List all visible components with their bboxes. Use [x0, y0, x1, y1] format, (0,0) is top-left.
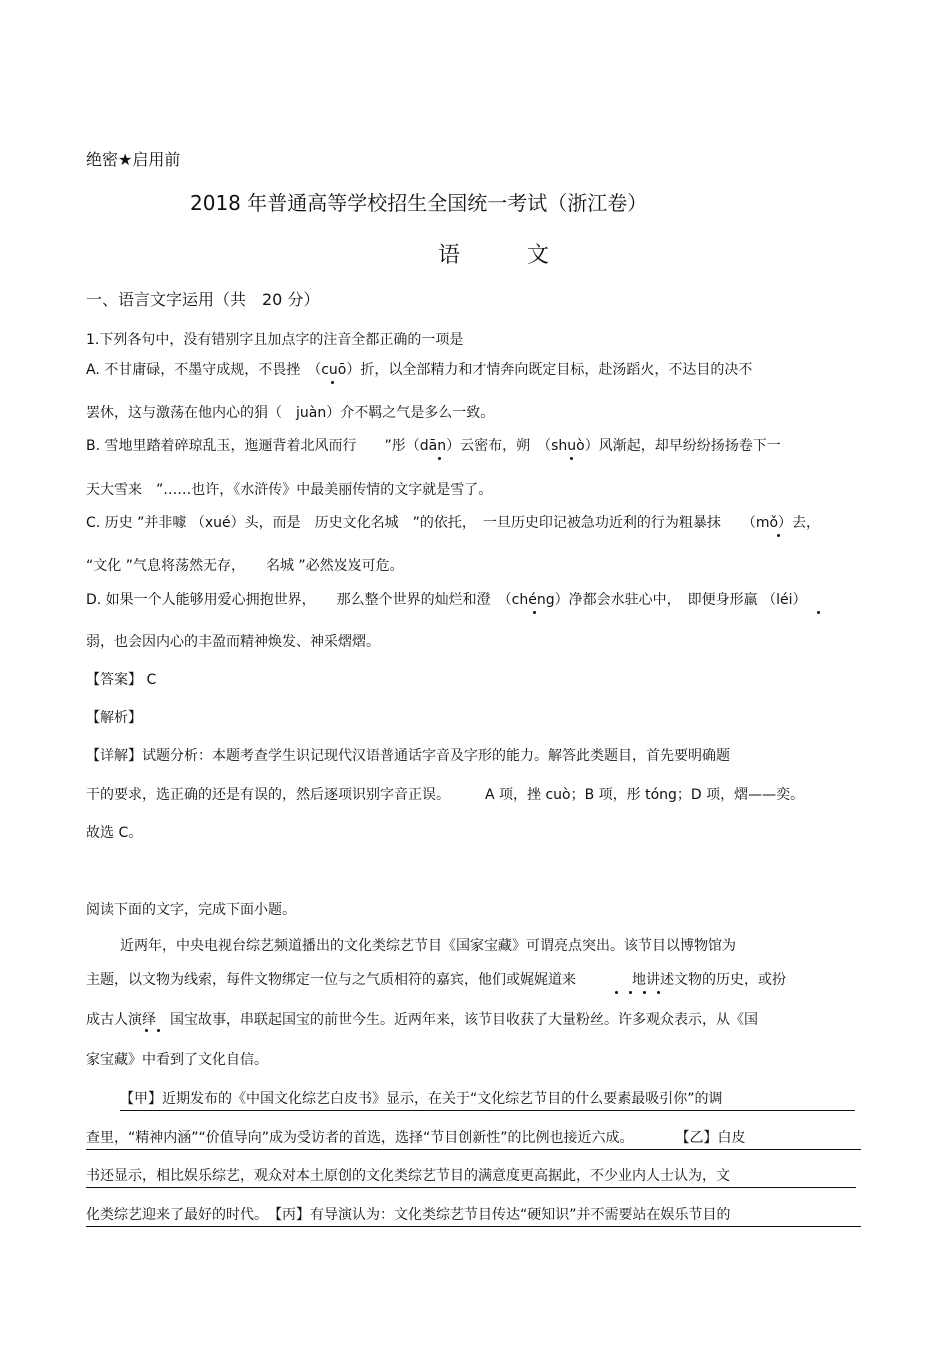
emphasis-dot: [533, 611, 536, 614]
emphasis-dot: [438, 457, 441, 460]
passage-line: 主题，以文物为线索，每件文物绑定一位与之气质相符的嘉宾，他们或娓娓道来 地讲述文物的历史，或扮: [86, 972, 786, 988]
answer-label: 【答案】 C: [86, 672, 157, 688]
emphasis-dot: [331, 381, 334, 384]
emphasis-dot: [629, 991, 632, 994]
analysis-label: 【解析】: [86, 710, 142, 726]
exam-title: 2018 年普通高等学校招生全国统一考试（浙江卷）: [190, 191, 648, 215]
underlined-line: 查里，“精神内涵”“价值导向”成为受访者的首选，选择“节目创新性”的比例也接近六成。 【乙】白皮: [86, 1128, 861, 1150]
emphasis-dot: [615, 991, 618, 994]
underlined-line: 【甲】近期发布的《中国文化综艺白皮书》显示，在关于“文化综艺节目的什么要素最吸引你”的调: [120, 1089, 855, 1111]
option-a-line-1: A. 不甘庸碌，不墨守成规，不畏挫 （cuō）折，以全部精力和才情奔向既定目标，赴汤蹈火，不达目的决不: [86, 362, 753, 378]
emphasis-dot: [145, 1029, 148, 1032]
emphasis-dot: [570, 457, 573, 460]
subject-title: 语 文: [438, 243, 579, 268]
classified-label: 绝密★启用前: [86, 150, 181, 169]
option-c-line-1: C. 历史 ”并非噱 （xué）头，而是 历史文化名城 ”的依托， 一旦历史印记被急功近利的行为粗暴抹 （mǒ）去，: [86, 515, 821, 531]
detail-line-2: 干的要求，选正确的还是有误的，然后逐项识别字音正误。 A 项，挫 cuò；B 项，彤 tóng；D 项，熠——奕。: [86, 787, 805, 803]
emphasis-dot: [817, 611, 820, 614]
option-c-line-2: “文化 ”气息将荡然无存， 名城 ”必然岌岌可危。: [86, 558, 404, 574]
emphasis-dot: [777, 534, 780, 537]
emphasis-dot: [657, 991, 660, 994]
emphasis-dot: [643, 991, 646, 994]
option-b-line-2: 天大雪来 ”……也许，《水浒传》中最美丽传情的文字就是雪了。: [86, 482, 493, 498]
option-b-line-1: B. 雪地里踏着碎琼乱玉，迤逦背着北风而行 ”彤（dān）云密布，朔 （shuò）风渐起，却早纷纷扬扬卷下一: [86, 438, 781, 454]
option-a-line-2: 罢休，这与激荡在他内心的狷（ juàn）介不羁之气是多么一致。: [86, 405, 495, 421]
passage-line: 近两年，中央电视台综艺频道播出的文化类综艺节目《国家宝藏》可谓亮点突出。该节目以博物馆为: [120, 938, 736, 954]
underlined-line: 化类综艺迎来了最好的时代。 【丙】有导演认为：文化类综艺节目传达“硬知识”并不需要站在娱乐节目的: [86, 1205, 861, 1227]
option-d-line-2: 弱，也会因内心的丰盈而精神焕发、神采熠熠。: [86, 634, 380, 650]
passage-line: 成古人演绎 国宝故事，串联起国宝的前世今生。近两年来，该节目收获了大量粉丝。许多观众表示，从《国: [86, 1012, 758, 1028]
detail-line-3: 故选 C。: [86, 825, 143, 841]
passage-intro: 阅读下面的文字，完成下面小题。: [86, 902, 296, 918]
detail-line-1: 【详解】试题分析：本题考查学生识记现代汉语普通话字音及字形的能力。解答此类题目，首先要明确题: [86, 748, 730, 764]
section-heading: 一、语言文字运用（共 20 分）: [86, 290, 320, 309]
underlined-line: 书还显示，相比娱乐综艺，观众对本土原创的文化类综艺节目的满意度更高据此，不少业内人士认为，文: [86, 1166, 856, 1188]
passage-line: 家宝藏》中看到了文化自信。: [86, 1052, 268, 1068]
question-stem: 1.下列各句中，没有错别字且加点字的注音全都正确的一项是: [86, 332, 464, 348]
emphasis-dot: [157, 1029, 160, 1032]
option-d-line-1: D. 如果一个人能够用爱心拥抱世界， 那么整个世界的灿烂和澄 （chéng）净都会水驻心中， 即便身形羸 （léi）: [86, 592, 807, 608]
